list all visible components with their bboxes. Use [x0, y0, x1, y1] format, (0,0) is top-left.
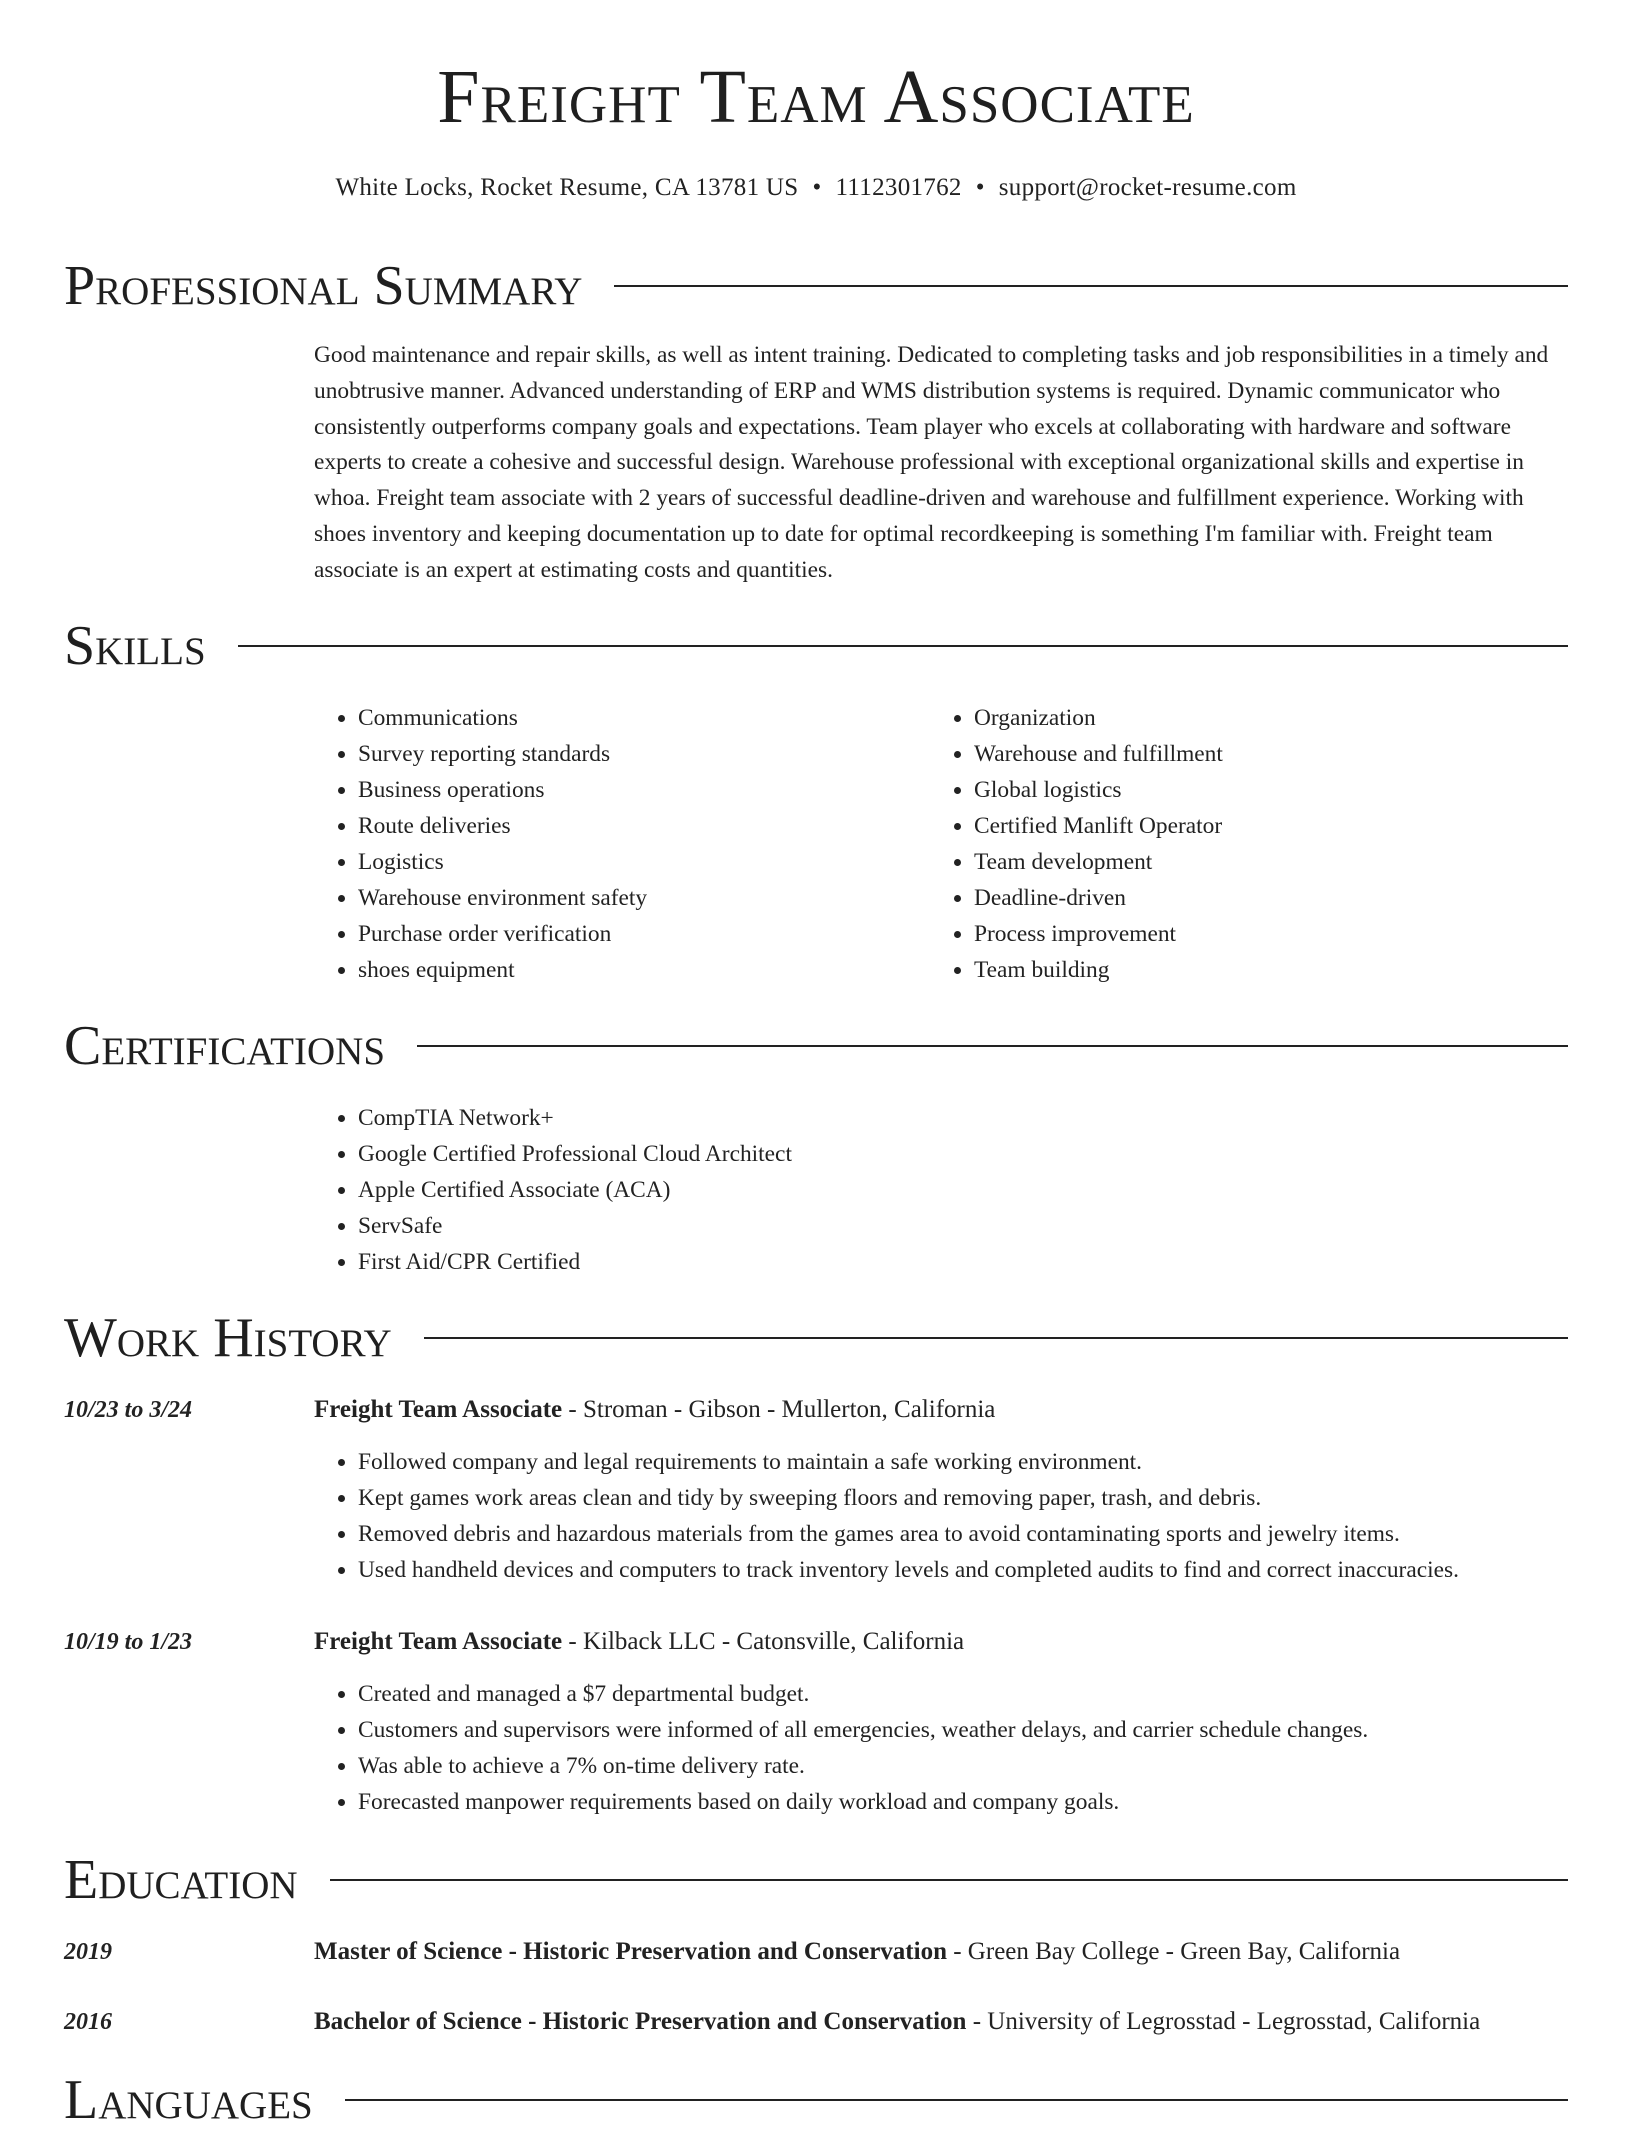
education-entry: [314, 2006, 1480, 2038]
skills-list-right: [930, 700, 1574, 988]
skill-item: • Certified Manlift Operator: [974, 808, 1574, 844]
job-bullet: • Created and managed a $7 departmental budget.: [358, 1676, 1614, 1712]
education-degree: Master of Science - Historic Preservation and Conservation: [314, 1938, 947, 1965]
section-divider: [417, 1045, 1568, 1047]
skill-item: • Purchase order verification: [358, 916, 918, 952]
job-bullet: • Customers and supervisors were informed of all emergencies, weather delays, and carrier schedule changes.: [358, 1712, 1614, 1748]
section-header-education: [64, 1848, 1568, 1912]
skill-item: • Team building: [974, 952, 1574, 988]
section-title: Skills: [64, 615, 206, 677]
section-title: Languages: [64, 2069, 313, 2131]
job-employer: - Stroman - Gibson - Mullerton, California: [562, 1396, 996, 1423]
contact-separator: •: [975, 174, 985, 201]
certification-item: • First Aid/CPR Certified: [358, 1244, 1558, 1280]
job-bullet: • Forecasted manpower requirements based on daily workload and company goals.: [358, 1784, 1614, 1820]
section-title: Certifications: [64, 1015, 386, 1077]
certification-item: • Apple Certified Associate (ACA): [358, 1172, 1558, 1208]
section-title: Education: [64, 1849, 298, 1911]
job-heading: [314, 1626, 964, 1658]
job-bullet: • Kept games work areas clean and tidy by sweeping floors and removing paper, trash, and debris.: [358, 1480, 1614, 1516]
job-title: Freight Team Associate: [314, 1628, 563, 1655]
section-divider: [614, 285, 1568, 287]
contact-line: [0, 172, 1632, 205]
skill-item: • Organization: [974, 700, 1574, 736]
job-bullet: • Was able to achieve a 7% on-time delivery rate.: [358, 1748, 1614, 1784]
section-header-languages: [64, 2068, 1568, 2132]
summary-text: Good maintenance and repair skills, as well as intent training. Dedicated to completing tasks and job responsibilities in a timely and unobtrusive manner. Advanced understanding of ERP and WMS distribution systems is required. Dynamic communicator who consistently outperforms company goals and expectations. Team player who excels at collaborating with hardware and software experts to create a cohesive and successful design. Warehouse professional with exceptional organizational skills and expertise in whoa. Freight team associate with 2 years of successful deadline-driven and warehouse and fulfillment experience. Working with shoes inventory and keeping documentation up to date for optimal recordkeeping is something I'm familiar with. Freight team associate is an expert at estimating costs and quantities.: [314, 342, 1549, 583]
certifications-list: [314, 1100, 1558, 1280]
job-dates: 10/23 to 3/24: [64, 1397, 193, 1423]
job-title: Freight Team Associate: [314, 1396, 563, 1423]
skill-item: • Process improvement: [974, 916, 1574, 952]
job-heading: [314, 1394, 995, 1426]
section-divider: [238, 645, 1568, 647]
contact-phone: 1112301762: [835, 174, 962, 201]
section-divider: [330, 1879, 1568, 1881]
job-employer: - Kilback LLC - Catonsville, California: [562, 1628, 965, 1655]
job-bullets: [314, 1444, 1614, 1588]
skill-item: • Deadline-driven: [974, 880, 1574, 916]
contact-email: support@rocket-resume.com: [998, 174, 1297, 201]
certification-item: • ServSafe: [358, 1208, 1558, 1244]
section-header-skills: [64, 614, 1568, 678]
education-degree: Bachelor of Science - Historic Preservation and Conservation: [314, 2008, 967, 2035]
education-school: - University of Legrosstad - Legrosstad, California: [966, 2008, 1481, 2035]
section-divider: [345, 2099, 1568, 2101]
skill-item: • Global logistics: [974, 772, 1574, 808]
section-header-work-history: [64, 1306, 1568, 1370]
section-title: Work History: [64, 1307, 392, 1369]
skill-item: • Survey reporting standards: [358, 736, 918, 772]
job-bullet: • Followed company and legal requirements to maintain a safe working environment.: [358, 1444, 1614, 1480]
education-entry: [314, 1936, 1400, 1968]
job-bullets: [314, 1676, 1614, 1820]
section-title: Professional Summary: [64, 255, 583, 317]
job-bullet: • Used handheld devices and computers to track inventory levels and completed audits to find and correct inaccuracies.: [358, 1552, 1614, 1588]
skills-list-left: [314, 700, 918, 988]
job-bullet: • Removed debris and hazardous materials from the games area to avoid contaminating sports and jewelry items.: [358, 1516, 1614, 1552]
certification-item: • Google Certified Professional Cloud Architect: [358, 1136, 1558, 1172]
job-dates: 10/19 to 1/23: [64, 1629, 193, 1655]
skill-item: • Business operations: [358, 772, 918, 808]
contact-separator: •: [812, 174, 822, 201]
skill-item: • Communications: [358, 700, 918, 736]
skill-item: • Logistics: [358, 844, 918, 880]
skill-item: • Warehouse and fulfillment: [974, 736, 1574, 772]
skill-item: • Route deliveries: [358, 808, 918, 844]
skill-item: • Team development: [974, 844, 1574, 880]
section-header-summary: [64, 254, 1568, 318]
section-header-certifications: [64, 1014, 1568, 1078]
skill-item: • Warehouse environment safety: [358, 880, 918, 916]
section-divider: [424, 1337, 1568, 1339]
contact-address: White Locks, Rocket Resume, CA 13781 US: [335, 174, 799, 201]
resume-title: Freight Team Associate: [437, 55, 1195, 139]
certification-item: • CompTIA Network+: [358, 1100, 1558, 1136]
education-school: - Green Bay College - Green Bay, California: [946, 1938, 1401, 1965]
education-year: 2016: [64, 2009, 112, 2035]
skill-item: • shoes equipment: [358, 952, 918, 988]
education-year: 2019: [64, 1939, 112, 1965]
